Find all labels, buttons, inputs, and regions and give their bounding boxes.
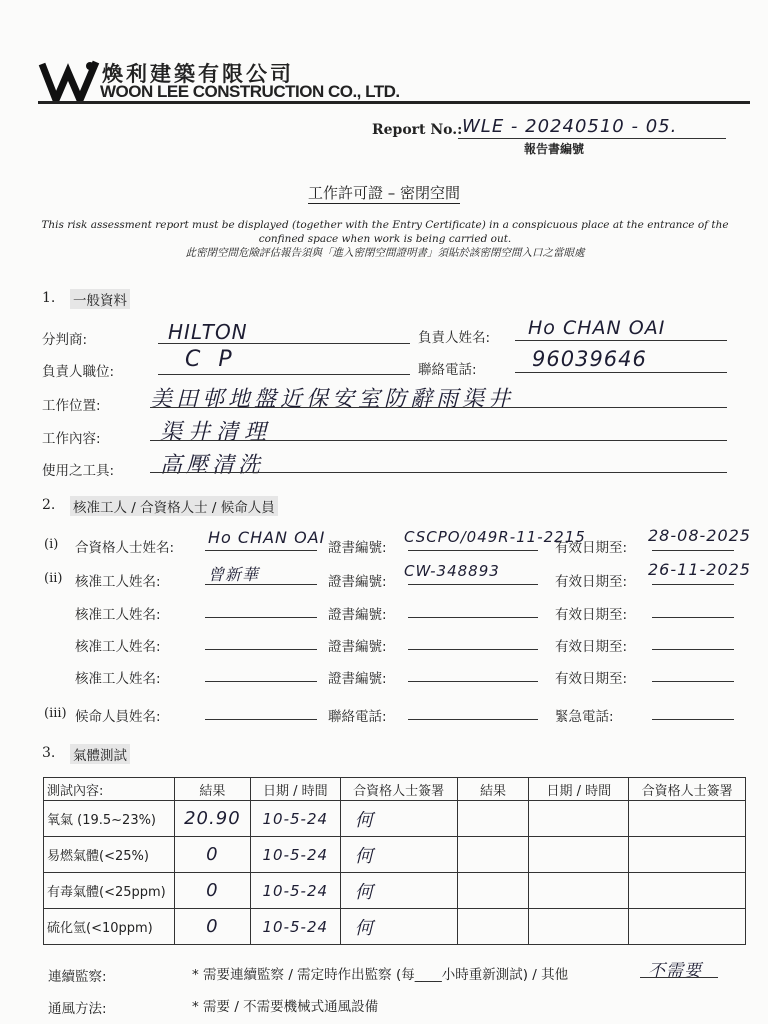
section3-number: 3.: [42, 745, 56, 761]
worker-name-line: [205, 584, 317, 585]
gas-result: 0: [174, 873, 250, 909]
worker-prefix: (ii): [44, 571, 63, 586]
header-datetime: 日期 / 時間: [250, 778, 340, 801]
expiry-label: 有效日期至:: [555, 639, 628, 655]
subcontractor-line: [158, 343, 410, 344]
gas-signature: 何: [340, 873, 457, 909]
notice-en-line1: This risk assessment report must be displayed (together with the Entry Certificate) in a conspicuous place at the entrance of the: [41, 219, 729, 231]
cert-label: 證書編號:: [328, 574, 387, 590]
gas-signature-2: [629, 873, 746, 909]
gas-result-2: [457, 909, 529, 945]
person-line: [515, 340, 727, 341]
gas-date: 10-5-24: [250, 837, 340, 873]
monitoring-other-line: [640, 977, 718, 978]
header-divider: [38, 101, 750, 104]
gas-date-2: [529, 909, 629, 945]
company-name-cn: 煥利建築有限公司: [102, 62, 294, 86]
worker-name-label: 核准工人姓名:: [75, 639, 161, 655]
ventilation-label: 通風方法:: [48, 1001, 107, 1017]
section2-number: 2.: [42, 497, 56, 513]
cert-value: CSCPO/049R-11-2215: [404, 528, 586, 546]
monitoring-text: * 需要連續監察 / 需定時作出監察 (每____小時重新測試) / 其他: [192, 967, 569, 983]
cert-label: 證書編號:: [328, 671, 387, 687]
gas-signature-2: [629, 801, 746, 837]
expiry-label: 有效日期至:: [555, 574, 628, 590]
gas-date-2: [529, 801, 629, 837]
worker-name-value: Ho CHAN OAI: [208, 528, 326, 547]
notice-cn: 此密閉空間危險評估報告須與「進入密閉空間證明書」須貼於該密閉空間入口之當眼處: [185, 247, 585, 259]
expiry-line: [652, 681, 734, 682]
expiry-value: 28-08-2025: [648, 526, 751, 545]
gas-date: 10-5-24: [250, 873, 340, 909]
section1-title: 一般資料: [70, 289, 130, 309]
gas-result-2: [457, 873, 529, 909]
gas-date: 10-5-24: [250, 909, 340, 945]
person-value: Ho CHAN OAI: [528, 317, 666, 339]
report-no-value: WLE - 20240510 - 05.: [462, 116, 678, 137]
gas-result: 20.90: [174, 801, 250, 837]
section2-title: 核准工人 / 合資格人士 / 候命人員: [70, 496, 278, 516]
gas-result-2: [457, 837, 529, 873]
header-result: 結果: [174, 778, 250, 801]
tools-line: [150, 472, 727, 473]
gas-date-2: [529, 873, 629, 909]
position-line: [158, 374, 410, 375]
cert-line: [408, 584, 538, 585]
standby-prefix: (iii): [44, 706, 67, 721]
gas-item: 氧氣 (19.5~23%): [44, 801, 175, 837]
header-signature: 合資格人士簽署: [340, 778, 457, 801]
phone-line: [515, 372, 727, 373]
expiry-line: [652, 617, 734, 618]
worker-name-label: 核准工人姓名:: [75, 574, 161, 590]
content-value: 渠井清理: [160, 420, 273, 445]
gas-signature-2: [629, 837, 746, 873]
location-line: [150, 407, 727, 408]
standby-name-line: [205, 719, 317, 720]
report-no-label-cn: 報告書編號: [524, 142, 585, 156]
expiry-value: 26-11-2025: [648, 560, 751, 579]
cert-line: [408, 617, 538, 618]
worker-name-label: 合資格人士姓名:: [75, 540, 175, 556]
gas-table-row: [44, 837, 746, 873]
gas-date-2: [529, 837, 629, 873]
worker-prefix: (i): [44, 537, 59, 552]
cert-value: CW-348893: [404, 562, 500, 580]
gas-table-row: [44, 909, 746, 945]
standby-phone-line: [408, 719, 538, 720]
cert-label: 證書編號:: [328, 639, 387, 655]
gas-table-row: [44, 873, 746, 909]
gas-test-table: [43, 777, 746, 945]
location-label: 工作位置:: [42, 398, 101, 414]
company-logo-icon: [38, 58, 100, 104]
monitoring-other-value: 不需要: [648, 961, 702, 981]
position-label: 負責人職位:: [42, 364, 115, 380]
worker-name-line: [205, 550, 317, 551]
header-test-item: 測試內容:: [44, 778, 175, 801]
cert-label: 證書編號:: [328, 540, 387, 556]
cert-line: [408, 681, 538, 682]
subcontractor-label: 分判商:: [42, 332, 88, 348]
gas-date: 10-5-24: [250, 801, 340, 837]
phone-value: 96039646: [532, 347, 647, 371]
cert-line: [408, 649, 538, 650]
page-title: 工作許可證 – 密閉空間: [307, 184, 461, 202]
monitoring-label: 連續監察:: [48, 969, 107, 985]
expiry-line: [652, 649, 734, 650]
worker-name-label: 核准工人姓名:: [75, 607, 161, 623]
gas-result-2: [457, 801, 529, 837]
tools-value: 高壓清洗: [160, 453, 265, 478]
worker-name-label: 核准工人姓名:: [75, 671, 161, 687]
gas-item: 易燃氣體(<25%): [44, 837, 175, 873]
expiry-line: [652, 584, 734, 585]
report-no-label: Report No.:: [372, 122, 463, 138]
company-name-en: WOON LEE CONSTRUCTION CO., LTD.: [100, 82, 400, 101]
gas-signature: 何: [340, 909, 457, 945]
gas-signature: 何: [340, 837, 457, 873]
subcontractor-value: HILTON: [168, 320, 248, 344]
worker-name-line: [205, 617, 317, 618]
person-label: 負責人姓名:: [418, 330, 491, 346]
location-value: 美田邨地盤近保安室防辭雨渠井: [150, 387, 515, 412]
position-value: CP: [185, 347, 250, 372]
gas-item: 硫化氫(<10ppm): [44, 909, 175, 945]
standby-label: 候命人員姓名:: [75, 709, 161, 725]
phone-label: 聯絡電話:: [418, 362, 477, 378]
expiry-label: 有效日期至:: [555, 607, 628, 623]
gas-item: 有毒氣體(<25ppm): [44, 873, 175, 909]
worker-name-line: [205, 681, 317, 682]
tools-label: 使用之工具:: [42, 463, 115, 479]
header-signature-2: 合資格人士簽署: [629, 778, 746, 801]
gas-signature-2: [629, 909, 746, 945]
ventilation-text: * 需要 / 不需要機械式通風設備: [192, 999, 379, 1015]
expiry-label: 有效日期至:: [555, 540, 628, 556]
standby-emergency-line: [652, 719, 734, 720]
header-datetime-2: 日期 / 時間: [529, 778, 629, 801]
worker-name-value: 曾新華: [208, 565, 260, 584]
worker-name-line: [205, 649, 317, 650]
section1-number: 1.: [42, 290, 56, 306]
report-no-line: [458, 138, 726, 139]
standby-phone-label: 聯絡電話:: [328, 709, 387, 725]
cert-line: [408, 550, 538, 551]
gas-result: 0: [174, 837, 250, 873]
expiry-line: [652, 550, 734, 551]
standby-emergency-label: 緊急電話:: [555, 709, 614, 725]
cert-label: 證書編號:: [328, 607, 387, 623]
gas-signature: 何: [340, 801, 457, 837]
content-line: [150, 440, 727, 441]
gas-table-row: [44, 801, 746, 837]
section3-title: 氣體測試: [70, 744, 130, 764]
expiry-label: 有效日期至:: [555, 671, 628, 687]
header-result-2: 結果: [457, 778, 529, 801]
gas-result: 0: [174, 909, 250, 945]
notice-en-line2: confined space when work is being carried out.: [258, 233, 512, 245]
gas-table-header: [44, 778, 746, 801]
content-label: 工作內容:: [42, 431, 101, 447]
